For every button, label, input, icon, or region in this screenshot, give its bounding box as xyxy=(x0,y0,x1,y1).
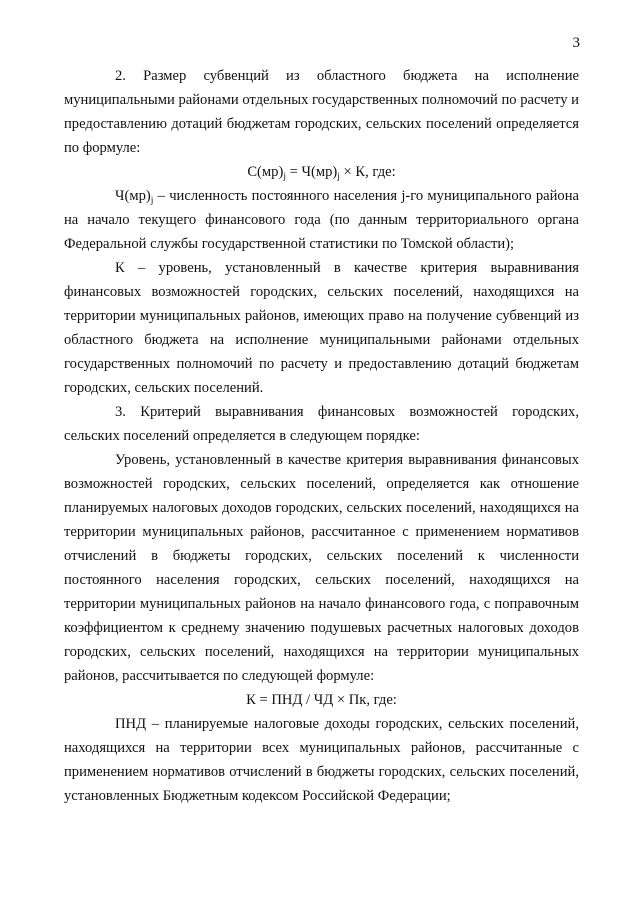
formula-part: С(мр) xyxy=(247,164,284,180)
paragraph-level-definition: Уровень, установленный в качестве критерия выравнивания финансовых возможностей городских, сельских поселений, определяется как отношение планируемых налоговых доходов городских, сельских поселений, находящихся на территории муниципальных районов, рассчитанное с применением нормативов отчислений в бюджеты городских, сельских поселений к численности постоянного населения городских, сельских поселений, находящихся на территории муниципальных районов на начало финансового года, с поправочным коэффициентом к среднему значению подушевых расчетных налоговых доходов городских, сельских поселений, находящихся на территории муниципальных районов, рассчитывается по следующей формуле: xyxy=(64,452,579,684)
paragraph-pnd-definition: ПНД – планируемые налоговые доходы городских, сельских поселений, находящихся на территории всех муниципальных районов, рассчитанные с применением нормативов отчислений в бюджеты городских, сельских поселений, установленных Бюджетным кодексом Российской Федерации; xyxy=(64,716,579,804)
paragraph-criterion-order: 3. Критерий выравнивания финансовых возможностей городских, сельских поселений определяется в следующем порядке: xyxy=(64,404,579,444)
term-lead: Ч(мр) xyxy=(115,188,151,204)
formula-part: = Ч(мр) xyxy=(285,164,338,180)
term-subscript: j xyxy=(150,196,154,206)
formula-k: К = ПНД / ЧД × Пк, где: xyxy=(246,692,397,708)
formula-subscript: j xyxy=(283,172,286,182)
formula-part: × К, где: xyxy=(339,164,396,180)
paragraph-subvention-size: 2. Размер субвенций из областного бюджета на исполнение муниципальными районами отдельных государственных полномочий по расчету и предоставлению дотаций бюджетам городских, сельских поселений определяется по формуле: xyxy=(64,68,579,156)
document-body xyxy=(64,64,579,808)
paragraph-population-definition xyxy=(64,184,579,256)
term-text: – численность постоянного населения j-го муниципального района на начало текущего финансового года (по данным территориального органа Федеральной службы государственной статистики по Томской области); xyxy=(64,188,579,252)
paragraph-k-definition: К – уровень, установленный в качестве критерия выравнивания финансовых возможностей городских, сельских поселений, находящихся на территории муниципальных районов, имеющих право на получение субвенций из областного бюджета на исполнение муниципальными районами отдельных государственных полномочий по расчету и предоставлению дотаций бюджетам городских, сельских поселений. xyxy=(64,260,579,396)
formula-subscript: j xyxy=(337,172,340,182)
page-number: 3 xyxy=(572,35,580,51)
formula-subvention xyxy=(64,160,579,184)
